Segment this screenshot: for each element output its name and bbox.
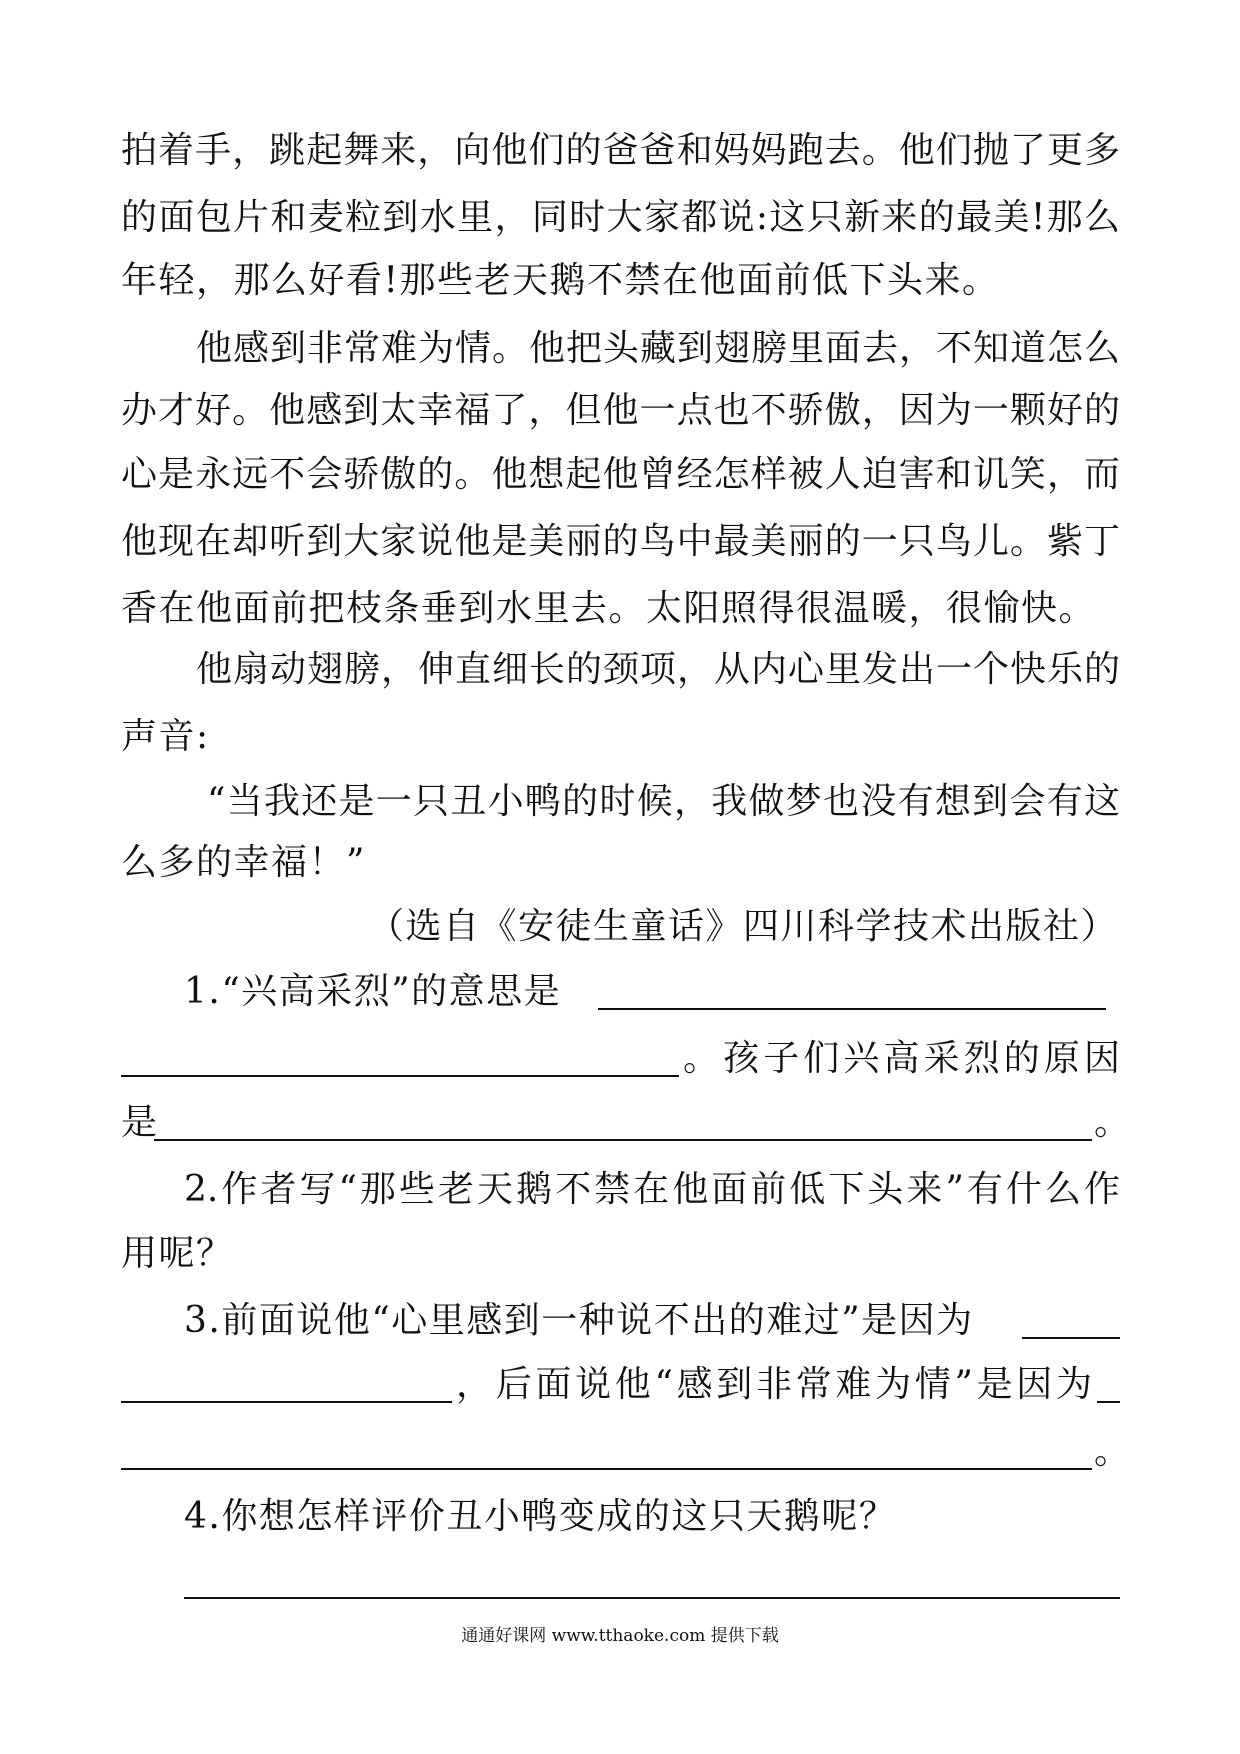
answer-blank bbox=[154, 1139, 1092, 1141]
passage-line: 年轻，那么好看!那些老天鹅不禁在他面前低下头来。 bbox=[121, 260, 1000, 301]
question-3-continuation: ，后面说他“感到非常难为情”是因为 bbox=[456, 1364, 1092, 1405]
passage-line: 他现在却听到大家说他是美丽的鸟中最美丽的一只鸟儿。紫丁 bbox=[121, 521, 1120, 562]
answer-blank bbox=[121, 1075, 679, 1077]
question-2-prompt: 2.作者写“那些老天鹅不禁在他面前低下头来”有什么作 bbox=[184, 1169, 1120, 1210]
question-2-prompt: 用呢？ bbox=[121, 1233, 234, 1274]
passage-line: 香在他面前把枝条垂到水里去。太阳照得很温暖，很愉快。 bbox=[121, 588, 1097, 629]
passage-line: 他感到非常难为情。他把头藏到翅膀里面去，不知道怎么 bbox=[196, 328, 1120, 369]
passage-line: 办才好。他感到太幸福了，但他一点也不骄傲，因为一颗好的 bbox=[121, 390, 1120, 431]
passage-line: 他扇动翅膀，伸直细长的颈项，从内心里发出一个快乐的 bbox=[196, 649, 1120, 690]
passage-line: 声音: bbox=[121, 716, 210, 757]
answer-blank bbox=[184, 1597, 1120, 1599]
question-3-prompt: 3.前面说他“心里感到一种说不出的难过”是因为 bbox=[184, 1300, 974, 1341]
answer-blank bbox=[121, 1401, 452, 1403]
answer-blank bbox=[598, 1008, 1106, 1010]
answer-blank bbox=[1097, 1401, 1120, 1403]
question-3-end-mark: 。 bbox=[1094, 1431, 1132, 1472]
passage-line: 的面包片和麦粒到水里，同时大家都说:这只新来的最美!那么 bbox=[121, 197, 1120, 238]
answer-blank bbox=[1022, 1337, 1120, 1339]
passage-line: 拍着手，跳起舞来，向他们的爸爸和妈妈跑去。他们抛了更多 bbox=[121, 130, 1120, 171]
question-1-prompt: 1.“兴高采烈”的意思是 bbox=[184, 971, 562, 1012]
answer-blank bbox=[121, 1468, 1092, 1470]
question-1-end-mark: 。 bbox=[1094, 1102, 1132, 1143]
question-1-continuation: 。孩子们兴高采烈的原因 bbox=[683, 1038, 1120, 1079]
quote-line: “当我还是一只丑小鸭的时候，我做梦也没有想到会有这 bbox=[207, 781, 1120, 822]
source-citation: （选自《安徒生童话》四川科学技术出版社） bbox=[367, 906, 1118, 947]
page-footer: 通通好课网 www.tthaoke.com 提供下载 bbox=[461, 1626, 779, 1646]
quote-line: 么多的幸福！” bbox=[121, 842, 366, 883]
question-1-reason-prefix: 是 bbox=[121, 1102, 159, 1143]
passage-line: 心是永远不会骄傲的。他想起他曾经怎样被人迫害和讥笑，而 bbox=[121, 454, 1120, 495]
question-4-prompt: 4.你想怎样评价丑小鸭变成的这只天鹅呢？ bbox=[184, 1496, 897, 1537]
